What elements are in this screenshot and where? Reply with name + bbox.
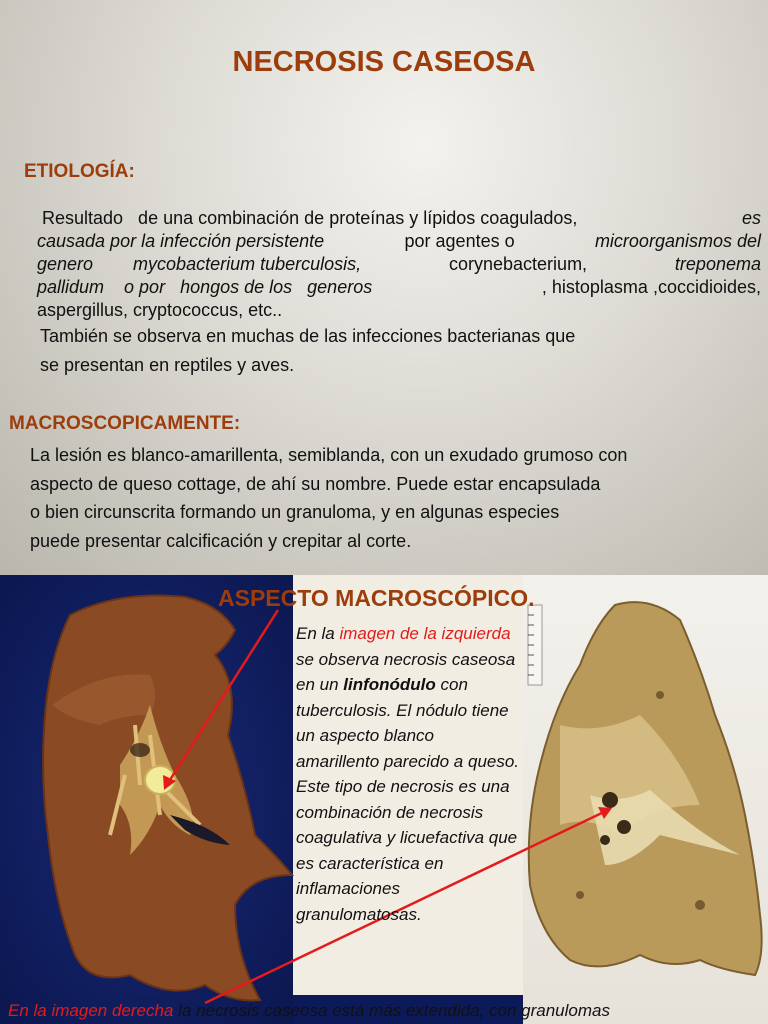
etiologia-heading: ETIOLOGÍA: <box>24 161 135 182</box>
lung-specimen <box>528 602 762 975</box>
etiologia-paragraph-2: También se observa en muchas de las infecciones bacterianas que se presentan en reptiles y aves. <box>40 326 576 375</box>
macro-paragraph: La lesión es blanco-amarillenta, semiblanda, con un exudado grumoso con aspecto de queso cottage, de ahí su nombre. Puede estar encapsulada o bien circunscrita formando un granuloma, y en algunas especies puede presentar calcificación y crepitar al corte. <box>30 445 628 551</box>
etiologia-paragraph: Resultado de una combinación de proteínas y lípidos coagulados, es causada por la infección persistente por agentes o microorganismos del genero mycobacterium tuberculosis, corynebacterium, treponema pallidum o por hongos de los generos , histoplasma ,coccidioides, aspergillus, cryptococcus, etc.. <box>37 208 761 320</box>
slide-title: NECROSIS CASEOSA <box>232 46 536 78</box>
right-image-caption: En la imagen derecha la necrosis caseosa está más extendida, con granulomas <box>8 1001 610 1020</box>
macro-heading: MACROSCOPICAMENTE: <box>9 413 241 434</box>
aspecto-heading: ASPECTO MACROSCÓPICO. <box>218 585 535 611</box>
lymph-node-specimen <box>43 595 292 1000</box>
aspecto-description: En la imagen de la izquierda se observa necrosis caseosa en un linfonódulo con tuberculosis. El nódulo tiene un aspecto blanco amarillento parecido a queso. Este tipo de necrosis es una combinación de necrosis coagulativa y licuefactiva que es característica en inflamaciones granulomatosas. <box>296 624 520 924</box>
